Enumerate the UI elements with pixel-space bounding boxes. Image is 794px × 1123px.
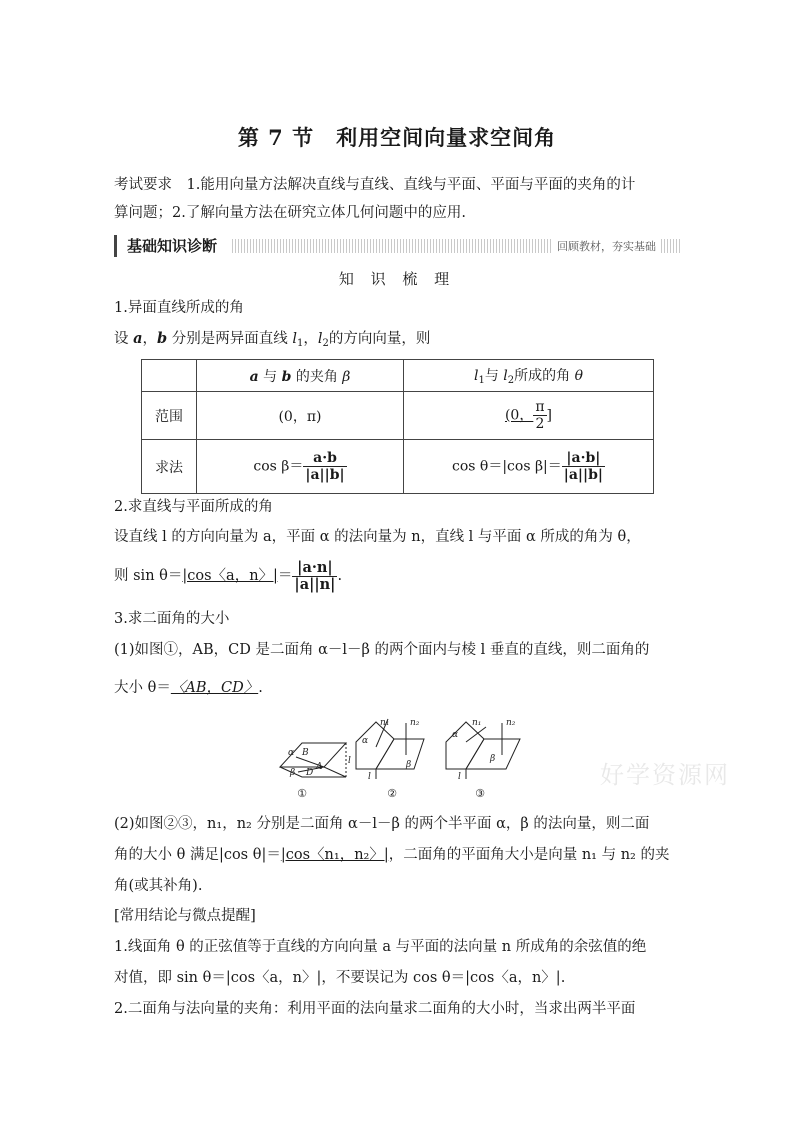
table-cell-method-beta: cos β＝ $\frac{a\cdot b}{|a||b|}$ (197, 440, 404, 494)
fig2-n1: n₁ (380, 718, 390, 728)
fig3-n1: n₁ (472, 718, 482, 728)
table-row (142, 360, 654, 392)
s2-line2: 则 sin θ＝|cos〈a，n〉|＝ $\frac{|a\cdot n|}{|a||n|}$ . (114, 558, 343, 593)
table-header-beta: a 与 b 的夹角 β (197, 360, 404, 392)
tips-heading: [常用结论与微点提醒] (114, 908, 256, 924)
fig1-D: D (306, 768, 314, 778)
dihedral-angle-figures (276, 717, 526, 801)
angle-table (141, 359, 654, 494)
fig3-alpha: α (452, 730, 459, 740)
fig1-beta: β (290, 768, 296, 778)
fig1-l: l (348, 756, 351, 766)
s1-heading: 1.异面直线所成的角 (114, 300, 244, 316)
figure-label-3: ③ (475, 787, 485, 800)
table-cell-method-theta: cos θ＝|cos β|＝ $\frac{|a\cdot b|}{|a||b|}$ (404, 440, 654, 494)
fig3-l: l (458, 772, 461, 782)
s3-heading: 3.求二面角的大小 (114, 611, 230, 627)
section-banner (114, 235, 680, 257)
fig2-n2: n₂ (410, 718, 420, 728)
banner-subtitle: 回顾教材，夯实基础 (553, 238, 660, 254)
s3-p2-line3: 角(或其补角). (114, 878, 203, 894)
fig3-n2: n₂ (506, 718, 516, 728)
table-corner (142, 360, 197, 392)
section-heading: 知 识 梳 理 (338, 270, 456, 288)
table-row (142, 440, 654, 494)
dihedral-figures-svg (276, 717, 526, 801)
tip1-line2: 对值，即 sin θ＝|cos〈a，n〉|，不要误记为 cos θ＝|cos〈a，n〉|. (114, 970, 566, 986)
fig1-B: B (302, 748, 309, 758)
exam-requirements-line2: 算问题；2.了解向量方法在研究立体几何问题中的应用. (114, 205, 466, 221)
banner-label: 基础知识诊断 (114, 235, 223, 257)
fig1-alpha: α (288, 748, 295, 758)
fig2-beta: β (406, 760, 412, 770)
page-title: 第 7 节 利用空间向量求空间角 (237, 125, 557, 150)
exam-requirements-line1: 考试要求 1.能用向量方法解决直线与直线、直线与平面、平面与平面的夹角的计 (114, 177, 636, 193)
fig3-beta: β (490, 754, 496, 764)
s3-p1-line2: 大小 θ＝〈AB，CD〉. (114, 680, 263, 696)
tip1-line1: 1.线面角 θ 的正弦值等于直线的方向向量 a 与平面的法向量 n 所成角的余弦值的绝 (114, 939, 647, 955)
table-row-label-range: 范围 (142, 392, 197, 440)
s3-p2-line2: 角的大小 θ 满足|cos θ|＝|cos〈n₁，n₂〉|，二面角的平面角大小是向量 n₁ 与 n₂ 的夹 (114, 847, 670, 863)
s3-p1-line1: (1)如图①，AB，CD 是二面角 α－l－β 的两个面内与棱 l 垂直的直线，则二面角的 (114, 642, 650, 658)
s3-p2-line1: (2)如图②③，n₁，n₂ 分别是二面角 α－l－β 的两个半平面 α，β 的法向量，则二面 (114, 816, 650, 832)
fig1-A: A (316, 762, 323, 772)
s1-intro: 设 a，b 分别是两异面直线 $l_1$，$l_2$的方向向量，则 (114, 330, 431, 349)
table-header-theta: $l_1$与 $l_2$所成的角 θ (404, 360, 654, 392)
s2-heading: 2.求直线与平面所成的角 (114, 499, 273, 515)
figure-label-2: ② (387, 787, 397, 800)
table-row (142, 392, 654, 440)
tip2-line1: 2.二面角与法向量的夹角：利用平面的法向量求二面角的大小时，当求出两半平面 (114, 1001, 636, 1017)
fig2-alpha: α (362, 736, 369, 746)
table-row-label-method: 求法 (142, 440, 197, 494)
s2-line1: 设直线 l 的方向向量为 a，平面 α 的法向量为 n，直线 l 与平面 α 所成的角为 θ， (114, 529, 641, 545)
fig2-l: l (368, 772, 371, 782)
watermark: 好学资源网 (600, 761, 730, 789)
table-cell-range-theta: (0， $\frac{\pi}{2}$ ] (404, 392, 654, 440)
exam-label: 考试要求 (114, 177, 172, 193)
table-cell-range-beta: (0，π) (197, 392, 404, 440)
figure-label-1: ① (297, 787, 307, 800)
